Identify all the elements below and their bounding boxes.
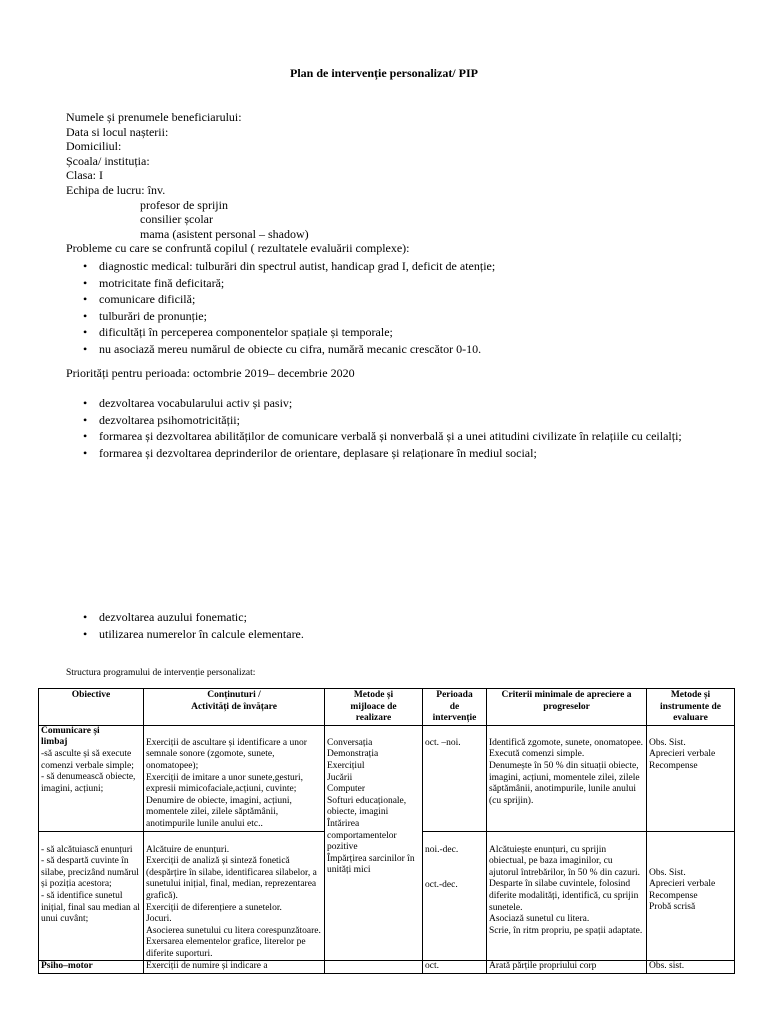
evaluation-text: Obs. Sist. Aprecieri verbale Recompense Probă scrisă xyxy=(649,867,716,913)
list-item: • tulburări de pronunție; xyxy=(80,308,720,325)
table-cell xyxy=(325,725,423,961)
criteria-text: Identifică zgomote, sunete, onomatopee. Execută comenzi simple. Denumește în 50 % din situații obiecte, imagini, acțiuni, momentele zilei, zilele săptămânii, anotimpurile, lunile anului (cu sprijin). xyxy=(489,737,644,806)
table-cell xyxy=(423,831,487,961)
info-class: Clasa: I xyxy=(66,168,103,183)
team-member: mama (asistent personal – shadow) xyxy=(140,226,309,241)
objectives-text: - să alcătuiască enunțuri - să despartă cuvinte în silabe, precizând numărul și poziția acestora; - să identifice sunetul inițial, final sau median al unui cuvânt; xyxy=(41,844,140,925)
priorities-list xyxy=(80,395,720,461)
table-cell: Arată părțile propriului corp xyxy=(487,961,647,974)
evaluation-text: Obs. Sist. Aprecieri verbale Recompense xyxy=(649,737,716,771)
info-name: Numele și prenumele beneficiarului: xyxy=(66,110,242,124)
info-school: Școala/ instituția: xyxy=(66,153,150,168)
table-header-row xyxy=(39,689,735,726)
contents-text: Exerciții de ascultare și identificare a unor semnale sonore (zgomote, sunete, onomatopee); Exerciții de imitare a unor sunete,gesturi, expresii mimicofaciale,acțiuni, cuvinte; Denumire de obiecte, imagini, acțiuni, momentele zilei, zilele săptămânii, anotimpurile lunile anului etc.. xyxy=(146,737,307,829)
column-header: Obiective xyxy=(39,689,144,726)
objectives-text: -să asculte și să execute comenzi verbale simple; - să denumească obiecte, imagini, acțiuni; xyxy=(41,748,136,794)
methods-text: Conversația Demonstrația Exercițiul Jucării Computer Softuri educaționale, obiecte, imagini Întărirea comportamentelor pozitive Împărțirea sarcinilor în unități mici xyxy=(327,737,415,876)
table-cell xyxy=(423,725,487,831)
list-item: • dezvoltarea vocabularului activ și pasiv; xyxy=(80,395,720,411)
table-cell: Exerciții de numire și indicare a xyxy=(144,961,325,974)
contents-text: Alcătuire de enunțuri. Exerciții de analiză și sinteză fonetică (despărțire în silabe, identificarea silabelor, a sunetului inițial, final, median, reprezentarea grafică). Exerciții de diferențiere a sunetelor. Jocuri. Asocierea sunetului cu litera corespunzătoare. Exersarea elementelor grafice, literelor pe diferite suporturi. xyxy=(146,844,321,959)
section-title: Psiho–motor xyxy=(39,961,144,974)
criteria-text: Alcătuiește enunțuri, cu sprijin obiectual, pe baza imaginilor, cu ajutorul întrebărilor, în 50 % din cazuri. Desparte în silabe cuvintele, folosind diferite modalități, identifică, cu sprijin sunetele. Asociază sunetul cu litera. Scrie, în ritm propriu, pe spații adaptate. xyxy=(489,844,643,936)
table-cell xyxy=(144,831,325,961)
team-member: profesor de sprijin xyxy=(140,197,228,212)
column-header: Criterii minimale de apreciere a progreselor xyxy=(487,689,647,726)
table-cell xyxy=(39,831,144,961)
info-team: Echipa de lucru: înv. xyxy=(66,182,166,197)
problems-list xyxy=(80,258,720,357)
list-item: • nu asociază mereu numărul de obiecte cu cifra, numără mecanic crescător 0-10. xyxy=(80,341,720,358)
list-item: • motricitate fină deficitară; xyxy=(80,275,720,292)
period-text: noi.-dec. xyxy=(425,844,459,855)
table-cell xyxy=(647,831,735,961)
table-cell xyxy=(144,725,325,831)
document-title: Plan de intervenție personalizat/ PIP xyxy=(290,66,478,80)
info-birth: Data si locul nașterii: xyxy=(66,124,169,139)
list-item: • comunicare dificilă; xyxy=(80,291,720,308)
table-row xyxy=(39,725,735,831)
priorities-list-continued xyxy=(80,609,720,642)
table-cell xyxy=(487,725,647,831)
table-cell xyxy=(325,961,423,974)
table-cell: Obs. sist. xyxy=(647,961,735,974)
table-row xyxy=(39,961,735,974)
column-header: Conținuturi / Activități de învățare xyxy=(144,689,325,726)
column-header: Metode și mijloace de realizare xyxy=(325,689,423,726)
list-item: • dezvoltarea auzului fonematic; xyxy=(80,609,720,626)
period-text: oct. –noi. xyxy=(425,737,461,748)
table-cell xyxy=(647,725,735,831)
beneficiary-info xyxy=(66,110,410,256)
intervention-table xyxy=(38,688,735,974)
table-cell xyxy=(39,725,144,831)
priorities-heading: Priorități pentru perioada: octombrie 2019– decembrie 2020 xyxy=(66,366,355,380)
column-header: Metode și instrumente de evaluare xyxy=(647,689,735,726)
list-item: • formarea și dezvoltarea abilităților de comunicare verbală și nonverbală și a unei atitudini civilizate în relațiile cu ceilalți; xyxy=(80,428,720,444)
list-item: • dezvoltarea psihomotricității; xyxy=(80,412,720,428)
section-title: Comunicare și limbaj xyxy=(41,725,100,748)
column-header: Perioada de intervenție xyxy=(423,689,487,726)
structure-heading: Structura programului de intervenție personalizat: xyxy=(66,668,256,678)
table-cell xyxy=(487,831,647,961)
period-text: oct.-dec. xyxy=(425,880,458,891)
info-address: Domiciliul: xyxy=(66,139,122,154)
list-item: • dificultăți în perceperea componentelor spațiale și temporale; xyxy=(80,324,720,341)
list-item: • utilizarea numerelor în calcule elementare. xyxy=(80,626,720,643)
table-cell: oct. xyxy=(423,961,487,974)
problems-heading: Probleme cu care se confruntă copilul ( rezultatele evaluării complexe): xyxy=(66,241,410,256)
list-item: • diagnostic medical: tulburări din spectrul autist, handicap grad I, deficit de atenție; xyxy=(80,258,720,275)
team-member: consilier școlar xyxy=(140,212,213,227)
list-item: • formarea și dezvoltarea deprinderilor de orientare, deplasare și relaționare în mediul social; xyxy=(80,445,720,461)
